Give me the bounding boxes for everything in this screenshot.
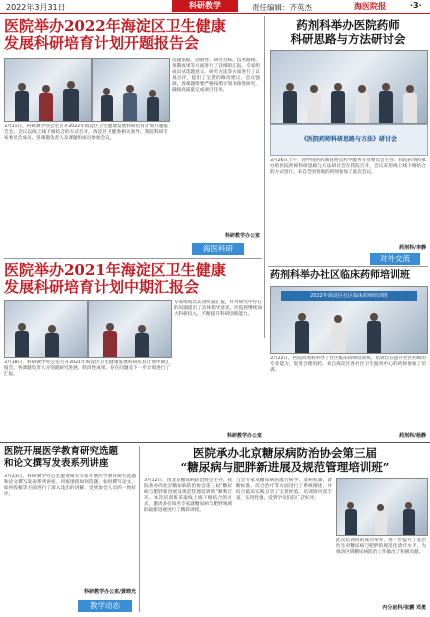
column-divider-bottom <box>139 446 140 612</box>
article5-byline: 科研教学办公室/黄晓光 <box>84 589 136 595</box>
article2-title-line2: 发展科研培育计划中期汇报会 <box>4 278 200 296</box>
divider-1 <box>4 258 262 259</box>
article3-byline: 药剂科/李静 <box>399 245 426 251</box>
article2-photo-left <box>4 300 88 358</box>
article3-title-line2: 科研思路与方法研讨会 <box>290 32 406 46</box>
newspaper-name: 海医院报 <box>354 2 386 11</box>
article3-title <box>270 18 426 46</box>
article2-title-line1: 医院举办2021年海淀区卫生健康 <box>4 261 226 279</box>
article2-body: 3月18日，科研教学办公室召开2021年海淀区卫生健康发展科研培育计划中期汇报会。各课题负责人分别就研究进展、阶段性成果、存在问题及下一步计划进行了汇报。 <box>4 360 170 377</box>
article6-title-line1: 医院承办北京糖尿病防治协会第三届 <box>193 446 377 460</box>
header-rule <box>0 13 430 14</box>
article6-body: 3月12日，由北京糖尿病防治协会主办、我院承办的北京糖尿病防治协会第三届“糖尿病与肥胖新进展及规范管理培训班”顺利召开。本次培训班采取线上线下相结合的方式，邀请多位知名专家就糖尿病与肥胖领域的最新进展进行了精彩讲授。 <box>144 478 232 513</box>
article3-title-line1: 药剂科举办医院药师 <box>296 18 400 32</box>
article1-body: 3月11日，科研教学办公室召开2022年海淀区卫生健康发展科研培育计划开题报告会。会议以线上线下相结合的方式召开。海淀区卫健委相关领导、我院科研专家委员会成员、各课题负责人及课题组成员参加会议。 <box>4 124 168 141</box>
article1-byline: 科研教学办公室 <box>224 233 260 239</box>
article1-photo-left <box>4 58 92 122</box>
article4-photo <box>270 286 428 354</box>
article5-title-line1: 医院开展医学教育研究选题 <box>4 446 119 457</box>
article6-body-mid: 与会专家从糖尿病的流行病学、发病机制、诊断标准、综合治疗等方面进行了系统阐述，并结合临床实践分享了宝贵经验。培训班内容丰富、实用性强，受到学员们的广泛好评。 <box>236 478 332 501</box>
article5-tag: 教学动态 <box>78 600 132 612</box>
article2-byline: 科研教学办公室 <box>226 433 262 439</box>
divider-2 <box>268 266 428 267</box>
article2-body-right: 专家组成员认真听取汇报，针对研究中存在的问题提出了具体指导意见。医院将继续加大科研投入，不断提升科研创新能力。 <box>174 300 262 317</box>
article6-photo <box>336 478 428 536</box>
article5-body: 3月23日，科研教学办公室邀请相关专家开展医学教育研究选题和论文撰写发表系列讲座。讲座围绕如何选题、如何撰写论文、如何投稿等方面进行了深入浅出的讲解，受到参会人员的一致好评。 <box>4 474 136 497</box>
issue-date: 2022年3月31日 <box>6 3 66 12</box>
article4-body: 3月22日，医院药剂科举办了社区临床药师培训班。培训旨在提升社区药师的专业能力，促进合理用药。来自海淀区各社区卫生服务中心的药师参加了培训。 <box>270 356 426 373</box>
column-divider <box>264 16 265 338</box>
article1-title-line2: 发展科研培育计划开题报告会 <box>4 34 200 52</box>
section-badge: 科研教学 <box>172 0 238 12</box>
article3-tag: 对外交流 <box>370 253 420 265</box>
article4-banner: 2022年海淀区社区临床药师培训班 <box>281 291 417 301</box>
article4-byline: 药剂科/杨静 <box>399 433 426 439</box>
article6-title <box>144 446 426 474</box>
article1-title-line1: 医院举办2022年海淀区卫生健康 <box>4 17 226 35</box>
article5-title <box>4 446 136 470</box>
article4-title: 药剂科举办社区临床药师培训班 <box>270 270 410 281</box>
article3-body: 3月26日上午，由中国医药教育协会药学服务专业委员会主办、我院药剂科承办的医院药师科研思路与方法研讨会在我院召开。会议采用线上线下相结合的方式进行。来自全国各地的药师参加了此次会议。 <box>270 158 426 175</box>
article6-byline: 内分泌科/张鹏 邓勇 <box>382 605 426 611</box>
editor-credit: 责任编辑：齐英杰 <box>252 3 312 12</box>
article1-body-right: 选题依据、创新性、研究目标、技术路线、预期成果等方面进行了详细的汇报。专家组成员从选题意义、研究方法等方面进行了认真点评，提出了宝贵的修改建议。会议强调，各课题组要严格按照计划书推进研究，确保高质量完成项目任务。 <box>172 58 260 93</box>
article1-title <box>4 18 262 52</box>
article6-title-line2: “糖尿病与肥胖新进展及规范管理培训班” <box>180 460 390 474</box>
article2-photo-center <box>88 300 172 358</box>
page-number: ·3· <box>410 1 422 10</box>
article6-body-right: 此次培训班的成功举办，进一步提升了基层医生对糖尿病与肥胖的规范化诊疗水平，为推动区域糖尿病防治工作做出了积极贡献。 <box>336 538 426 555</box>
article1-photo-center <box>92 58 170 122</box>
divider-3 <box>0 442 430 443</box>
article3-book-caption: 《医院药师科研思路与方法》研讨会 <box>300 136 397 143</box>
page-header <box>0 0 430 14</box>
article5-title-line2: 和论文撰写发表系列讲座 <box>4 458 109 469</box>
article1-tag: 海医科研 <box>192 243 244 255</box>
article3-photo-top <box>270 50 428 124</box>
article3-banner-photo <box>270 124 428 156</box>
article2-title <box>4 262 262 296</box>
